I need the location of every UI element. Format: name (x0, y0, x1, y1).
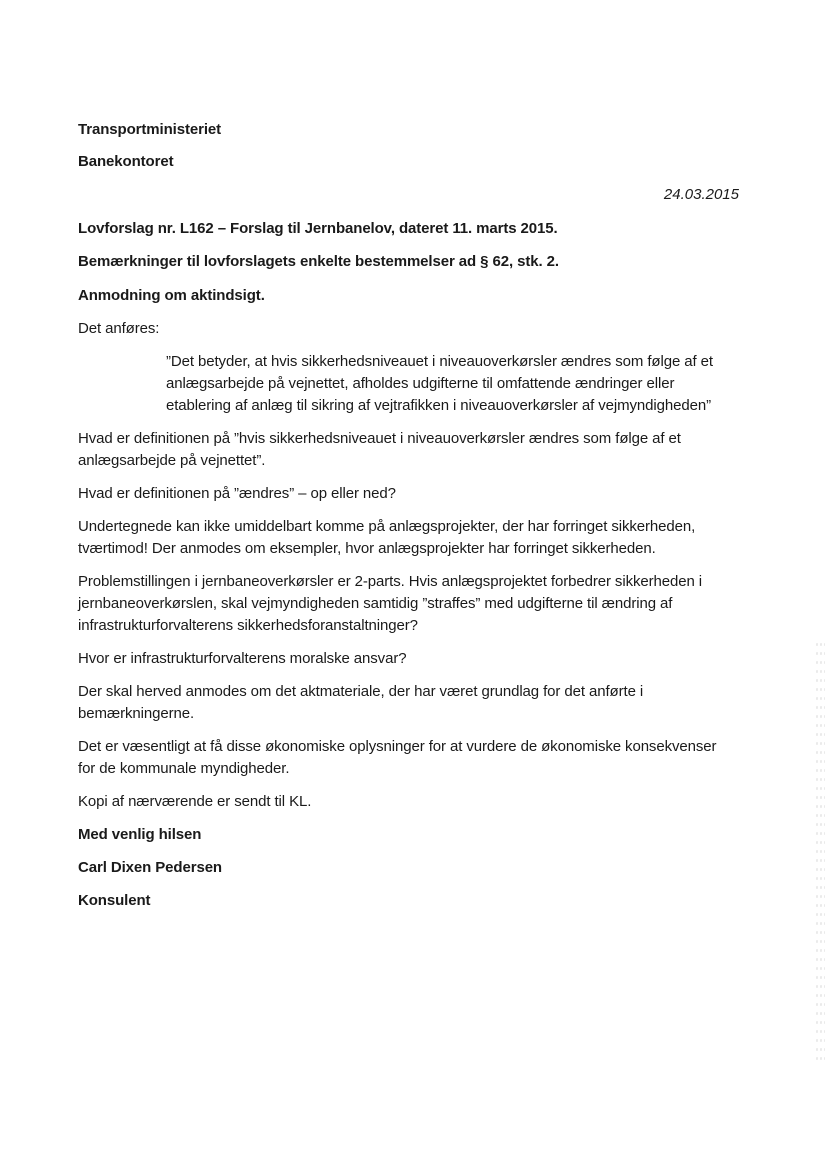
paragraph-line: Problemstillingen i jernbaneoverkørsler er 2-parts. Hvis anlægsprojektet forbedrer sikkerheden i (78, 573, 703, 590)
paragraph-line: Der skal herved anmodes om det aktmateriale, der har været grundlag for det anførte i (78, 683, 644, 700)
paragraph-line: Hvad er definitionen på ”hvis sikkerhedsniveauet i niveauoverkørsler ændres som følge af et (78, 430, 681, 447)
subject-request: Anmodning om aktindsigt. (78, 287, 265, 304)
quote-line: etablering af anlæg til sikring af vejtrafikken i niveauoverkørsler af vejmyndigheden” (166, 397, 712, 414)
paragraph-line: infrastrukturforvalterens sikkerhedsforanstaltninger? (78, 617, 418, 634)
signer-name: Carl Dixen Pedersen (78, 859, 222, 876)
intro-text: Det anføres: (78, 320, 160, 337)
paragraph-line: Det er væsentligt at få disse økonomiske oplysninger for at vurdere de økonomiske konsekvenser (78, 738, 717, 755)
subject-remarks: Bemærkninger til lovforslagets enkelte bestemmelser ad § 62, stk. 2. (78, 253, 559, 270)
signer-title: Konsulent (78, 892, 151, 909)
letter-date: 24.03.2015 (663, 186, 739, 203)
paragraph-line: Hvor er infrastrukturforvalterens moralske ansvar? (78, 650, 407, 667)
paragraph-line: anlægsarbejde på vejnettet”. (78, 452, 266, 469)
paragraph-line: Kopi af nærværende er sendt til KL. (78, 793, 312, 810)
paragraph-line: Undertegnede kan ikke umiddelbart komme på anlægsprojekter, der har forringet sikkerheden, (78, 518, 696, 535)
department: Banekontoret (78, 153, 174, 170)
paragraph-line: for de kommunale myndigheder. (78, 760, 290, 777)
paragraph-line: tværtimod! Der anmodes om eksempler, hvor anlægsprojekter har forringet sikkerheden. (78, 540, 656, 557)
paragraph-line: jernbaneoverkørslen, skal vejmyndigheden samtidig ”straffes” med udgifterne til ændring af (78, 595, 673, 612)
paragraph-line: bemærkningerne. (78, 705, 195, 722)
subject-bill: Lovforslag nr. L162 – Forslag til Jernbanelov, dateret 11. marts 2015. (78, 220, 558, 237)
scan-artifact (815, 640, 825, 1060)
recipient: Transportministeriet (78, 121, 222, 138)
closing: Med venlig hilsen (78, 826, 202, 843)
quote-line: ”Det betyder, at hvis sikkerhedsniveauet i niveauoverkørsler ændres som følge af et (166, 353, 713, 370)
paragraph-line: Hvad er definitionen på ”ændres” – op eller ned? (78, 485, 396, 502)
quote-line: anlægsarbejde på vejnettet, afholdes udgifterne til omfattende ændringer eller (166, 375, 675, 392)
